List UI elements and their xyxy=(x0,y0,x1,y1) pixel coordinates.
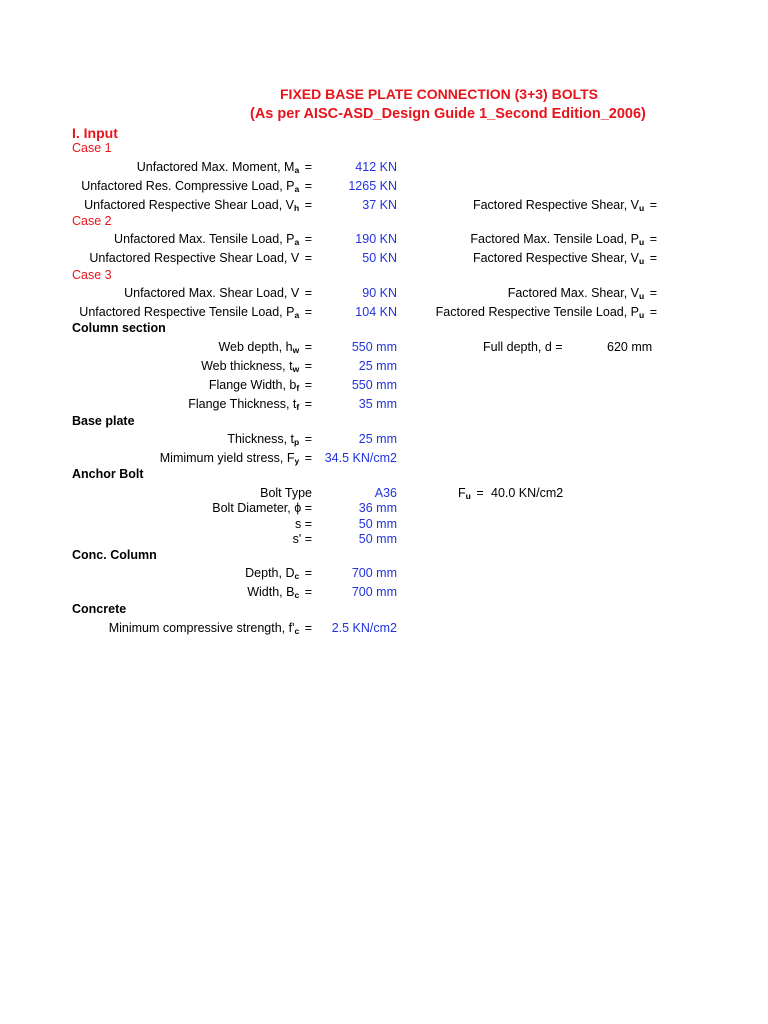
plate-thickness-value: 25 mm xyxy=(358,432,397,446)
column-section-heading: Column section xyxy=(72,321,166,335)
case-1-heading: Case 1 xyxy=(72,141,112,155)
case1-comp-label: Unfactored Res. Compressive Load, $P_a$ = xyxy=(81,179,312,194)
yield-stress-label: Mimimum yield stress, $F_y$ = xyxy=(159,451,312,466)
compressive-strength-value: 2.5 KN/cm2 xyxy=(331,621,397,635)
case3-factored-tensile-label: Factored Respective Tensile Load, $P_u$ = xyxy=(435,305,657,320)
fu-value: 40.0 KN/cm2 xyxy=(491,486,564,500)
case2-factored-tensile-label: Factored Max. Tensile Load, $P_u$ = xyxy=(470,232,657,247)
compressive-strength-label: Minimum compressive strength, $f'_c$ = xyxy=(108,621,312,636)
web-thickness-label: Web thickness, $t_w$ = xyxy=(201,359,312,374)
spacing-s-value: 50 mm xyxy=(358,517,397,531)
case1-shear-value: 37 KN xyxy=(362,198,397,212)
case1-moment-label: Unfactored Max. Moment, $M_a$ = xyxy=(136,160,312,175)
title-line-1: FIXED BASE PLATE CONNECTION (3+3) BOLTS xyxy=(280,86,599,102)
case1-comp-value: 1265 KN xyxy=(348,179,397,193)
case3-tensile-label: Unfactored Respective Tensile Load, $P_a$ = xyxy=(79,305,312,320)
case3-factored-shear-label: Factored Max. Shear, $V_u$ = xyxy=(507,286,657,301)
bolt-diameter-value: 36 mm xyxy=(358,501,397,515)
full-depth-label: Full depth, d = xyxy=(483,340,563,354)
base-plate-heading: Base plate xyxy=(72,414,135,428)
case2-shear-value: 50 KN xyxy=(362,251,397,265)
bolt-type-label: Bolt Type xyxy=(260,486,312,500)
bolt-diameter-label: Bolt Diameter, ϕ = xyxy=(212,501,312,515)
anchor-bolt-heading: Anchor Bolt xyxy=(72,467,144,481)
case-3-heading: Case 3 xyxy=(72,268,112,282)
fu-label: $F_u$ = xyxy=(458,486,484,501)
case-2-heading: Case 2 xyxy=(72,214,112,228)
flange-width-value: 550 mm xyxy=(351,378,397,392)
case1-shear-label: Unfactored Respective Shear Load, $V_h$ = xyxy=(84,198,312,213)
flange-width-label: Flange Width, $b_f$ = xyxy=(208,378,312,393)
conc-column-heading: Conc. Column xyxy=(72,548,157,562)
case2-tensile-value: 190 KN xyxy=(355,232,397,246)
web-depth-label: Web depth, $h_w$ = xyxy=(218,340,312,355)
case2-shear-label: Unfactored Respective Shear Load, V = xyxy=(89,251,312,265)
input-heading: I. Input xyxy=(72,125,118,141)
web-depth-value: 550 mm xyxy=(351,340,397,354)
conc-width-value: 700 mm xyxy=(351,585,397,599)
bolt-type-value: A36 xyxy=(374,486,397,500)
case1-factored-shear-label: Factored Respective Shear, $V_u$ = xyxy=(472,198,657,213)
conc-depth-value: 700 mm xyxy=(351,566,397,580)
case3-tensile-value: 104 KN xyxy=(355,305,397,319)
conc-width-label: Width, $B_c$ = xyxy=(247,585,312,600)
plate-thickness-label: Thickness, $t_p$ = xyxy=(227,432,312,447)
case3-shear-value: 90 KN xyxy=(362,286,397,300)
case2-factored-shear-label: Factored Respective Shear, $V_u$ = xyxy=(472,251,657,266)
title-line-2: (As per AISC-ASD_Design Guide 1_Second Edition_2006) xyxy=(250,106,646,122)
case3-shear-label: Unfactored Max. Shear Load, V = xyxy=(124,286,312,300)
spacing-s-label: s = xyxy=(294,517,312,531)
flange-thickness-value: 35 mm xyxy=(358,397,397,411)
case2-tensile-label: Unfactored Max. Tensile Load, $P_a$ = xyxy=(114,232,312,247)
yield-stress-value: 34.5 KN/cm2 xyxy=(324,451,397,465)
full-depth-value: 620 mm xyxy=(607,340,653,354)
concrete-heading: Concrete xyxy=(72,602,127,616)
flange-thickness-label: Flange Thickness, $t_f$ = xyxy=(188,397,312,412)
web-thickness-value: 25 mm xyxy=(358,359,397,373)
spacing-s-prime-label: s' = xyxy=(292,532,312,546)
spacing-s-prime-value: 50 mm xyxy=(358,532,397,546)
case1-moment-value: 412 KN xyxy=(355,160,397,174)
conc-depth-label: Depth, $D_c$ = xyxy=(245,566,312,581)
